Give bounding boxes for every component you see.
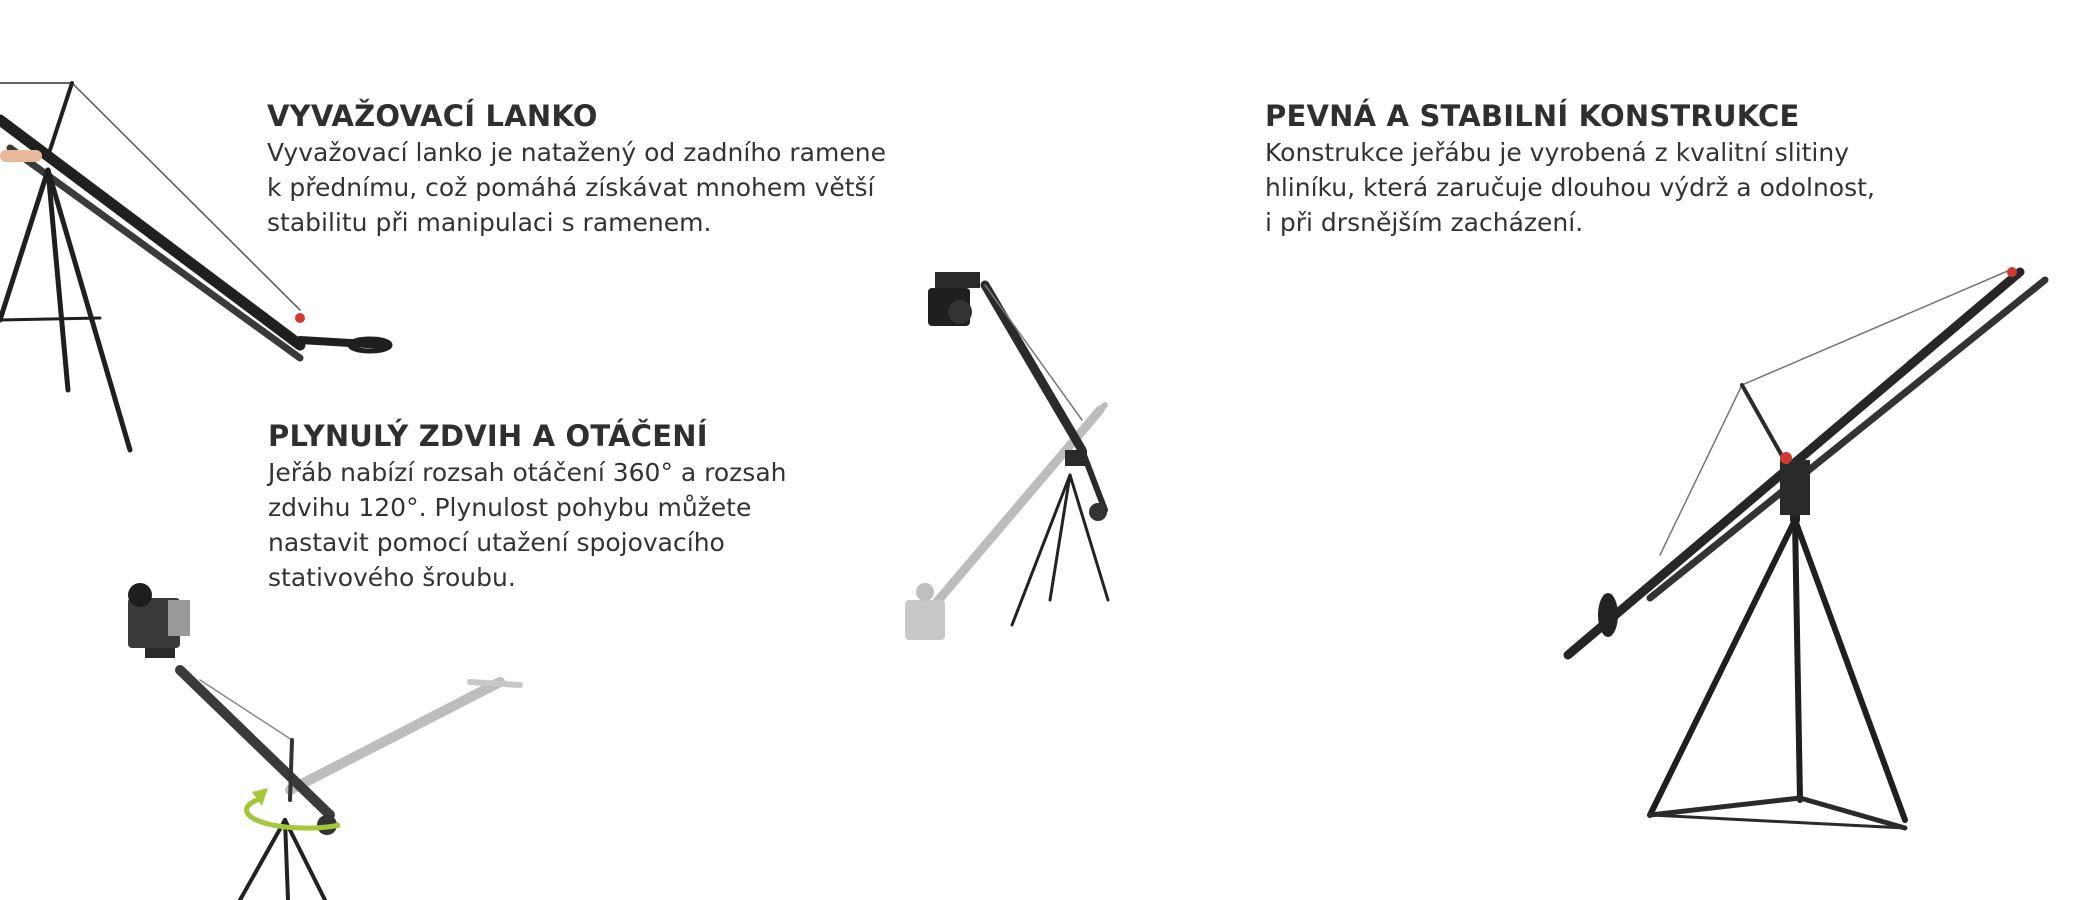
description-line: nastavit pomocí utažení spojovacího [268,528,725,557]
feature-title: PEVNÁ A STABILNÍ KONSTRUKCE [1265,99,1800,133]
description-line: stabilitu při manipulaci s ramenem. [267,208,712,237]
description-line: k přednímu, což pomáhá získávat mnohem větší [267,173,875,202]
description-line: Jeřáb nabízí rozsah otáčení 360° a rozsah [268,458,787,487]
description-line: i při drsnějším zacházení. [1265,208,1584,237]
feature-title: VYVAŽOVACÍ LANKO [267,99,598,133]
description-line: hliníku, která zaručuje dlouhou výdrž a odolnost, [1265,173,1875,202]
description-line: stativového šroubu. [268,563,516,592]
description-line: Konstrukce jeřábu je vyrobená z kvalitní slitiny [1265,138,1850,167]
description-line: zdvihu 120°. Plynulost pohybu můžete [268,493,752,522]
feature-title: PLYNULÝ ZDVIH A OTÁČENÍ [268,419,708,453]
description-line: Vyvažovací lanko je natažený od zadního ramene [267,138,886,167]
